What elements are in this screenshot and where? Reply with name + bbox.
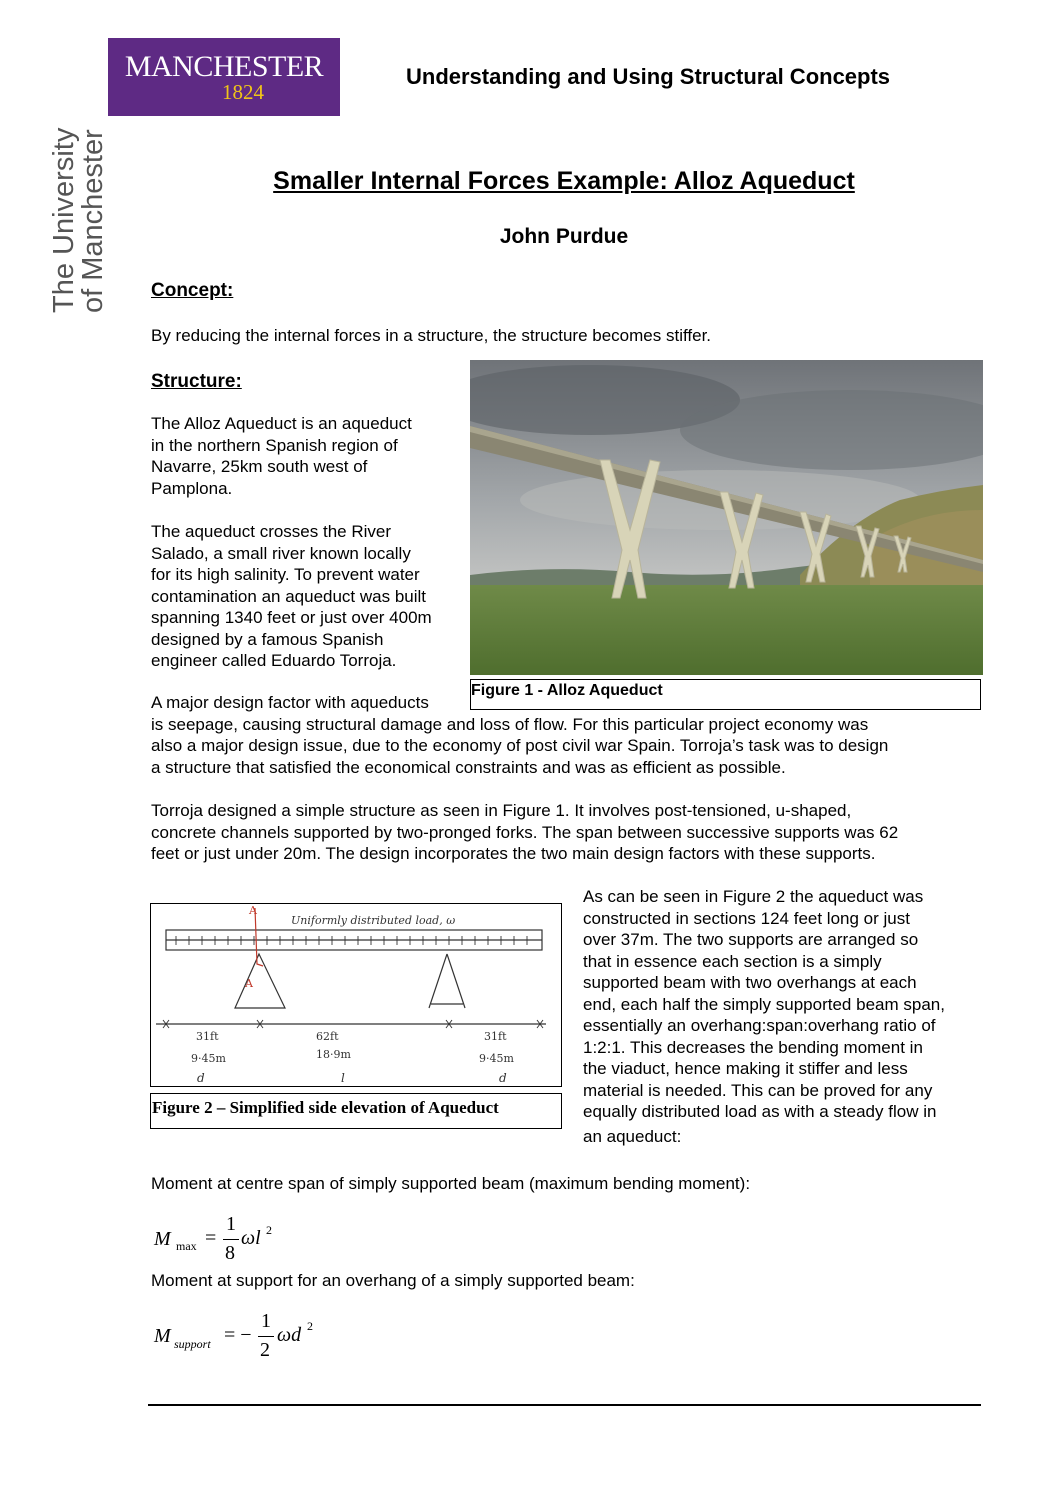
support-moment-intro: Moment at support for an overhang of a simply supported beam:: [151, 1271, 635, 1290]
eq-sup-sign: = −: [224, 1324, 252, 1346]
text-line: spanning 1340 feet or just over 400m: [151, 608, 432, 627]
text-line: designed by a famous Spanish: [151, 629, 384, 649]
dim-mid-ft: 62ft: [316, 1030, 339, 1043]
eq-max-sub: max: [176, 1239, 197, 1253]
symbol-l: l: [341, 1071, 345, 1085]
page-title: Smaller Internal Forces Example: Alloz Aqueduct: [273, 167, 855, 195]
text-line: for its high salinity. To prevent water: [151, 565, 420, 584]
eq-sup-den: 2: [260, 1339, 270, 1361]
eq-sup-fraction-bar: [258, 1336, 274, 1337]
text-line: equally distributed load as with a steady flow in: [583, 1102, 937, 1121]
text-line: Navarre, 25km south west of: [151, 457, 368, 476]
figure-1-photo: [470, 360, 983, 675]
text-line: over 37m. The two supports are arranged so: [583, 930, 919, 949]
text-line: 1:2:1. This decreases the bending moment in: [583, 1037, 923, 1057]
eq-max-den: 8: [225, 1242, 235, 1264]
text-line: in the northern Spanish region of: [151, 435, 398, 455]
text-line: material is needed. This can be proved for any: [583, 1080, 933, 1100]
wordmark-line2: of Manchester: [77, 129, 109, 313]
max-moment-intro: Moment at centre span of simply supported beam (maximum bending moment):: [151, 1174, 751, 1193]
eq-max-fraction-bar: [223, 1239, 239, 1240]
symbol-d-right: d: [499, 1071, 507, 1085]
dim-mid-m: 18·9m: [316, 1048, 351, 1061]
text-line: Torroja designed a simple structure as seen in Figure 1. It involves post-tensioned, u-shaped,: [151, 801, 852, 820]
text-line: is seepage, causing structural damage and loss of flow. For this particular project economy was: [151, 714, 869, 734]
text-line: constructed in sections 124 feet long or just: [583, 908, 910, 928]
text-line: As can be seen in Figure 2 the aqueduct was: [583, 887, 924, 906]
footer-rule: [148, 1404, 981, 1406]
text-line: an aqueduct:: [583, 1126, 682, 1146]
symbol-d-left: d: [197, 1071, 205, 1085]
figure-1-caption: Figure 1 - Alloz Aqueduct: [470, 679, 981, 710]
figure-2-sketch: [150, 903, 562, 1087]
dim-right-m: 9·45m: [479, 1052, 514, 1065]
text-line: supported beam with two overhangs at each: [583, 973, 917, 992]
concept-heading: Concept:: [151, 280, 234, 301]
dim-left-m: 9·45m: [191, 1052, 226, 1065]
wordmark-line1: The University: [48, 127, 80, 313]
university-vertical-wordmark: [43, 118, 113, 318]
support-moment-equation: [152, 1308, 342, 1368]
dim-left-ft: 31ft: [196, 1030, 219, 1043]
eq-max-num: 1: [226, 1213, 236, 1235]
eq-max-exp: 2: [266, 1223, 272, 1237]
eq-max-sign: =: [205, 1227, 217, 1249]
text-line: The aqueduct crosses the River: [151, 522, 392, 541]
structure-para-5: [583, 886, 945, 1147]
eq-max-var: ωl: [241, 1227, 261, 1249]
text-line: A major design factor with aqueducts: [151, 693, 429, 712]
marker-label-top: A: [249, 904, 257, 917]
eq-sup-num: 1: [261, 1310, 271, 1332]
right-support: [429, 954, 465, 1008]
text-line: essentially an overhang:span:overhang ratio of: [583, 1016, 936, 1035]
text-line: concrete channels supported by two-pronged forks. The span between successive supports was 62: [151, 822, 899, 842]
dim-right-ft: 31ft: [484, 1030, 507, 1043]
text-line: that in essence each section is a simply: [583, 951, 882, 971]
eq-sup-sub: support: [174, 1337, 211, 1351]
text-line: Pamplona.: [151, 478, 233, 498]
structure-heading: Structure:: [151, 371, 242, 392]
max-moment-equation: [152, 1212, 292, 1270]
eq-max-lhs: M: [154, 1228, 171, 1250]
text-line: also a major design issue, due to the economy of post civil war Spain. Torroja’s task was to design: [151, 736, 889, 755]
left-support: [235, 954, 285, 1008]
text-line: a structure that satisfied the economical constraints and was as efficient as possible.: [151, 757, 786, 777]
university-logo: [108, 38, 340, 116]
text-line: engineer called Eduardo Torroja.: [151, 651, 397, 670]
text-line: the viaduct, hence making it stiffer and less: [583, 1059, 908, 1078]
text-line: Salado, a small river known locally: [151, 543, 411, 563]
concept-text: By reducing the internal forces in a structure, the structure becomes stiffer.: [151, 326, 712, 345]
marker-label-mid: A: [245, 977, 253, 990]
header-title: Understanding and Using Structural Concepts: [406, 64, 891, 89]
text-line: feet or just under 20m. The design incorporates the two main design factors with these supports.: [151, 844, 876, 863]
figure-2-caption: Figure 2 – Simplified side elevation of Aqueduct: [150, 1093, 562, 1129]
text-line: The Alloz Aqueduct is an aqueduct: [151, 414, 412, 433]
text-line: end, each half the simply supported beam span,: [583, 994, 945, 1014]
eq-sup-var: ωd: [277, 1324, 302, 1346]
load-label: Uniformly distributed load, ω: [291, 914, 456, 927]
structure-para-1: [151, 413, 412, 499]
structure-para-2: [151, 521, 432, 672]
text-line: contamination an aqueduct was built: [151, 586, 427, 606]
structure-para-4: [151, 800, 898, 865]
eq-sup-exp: 2: [307, 1319, 313, 1333]
author-name: John Purdue: [499, 225, 629, 248]
eq-sup-lhs: M: [154, 1325, 171, 1347]
logo-year: 1824: [222, 80, 264, 104]
logo-name: MANCHESTER: [124, 50, 324, 83]
